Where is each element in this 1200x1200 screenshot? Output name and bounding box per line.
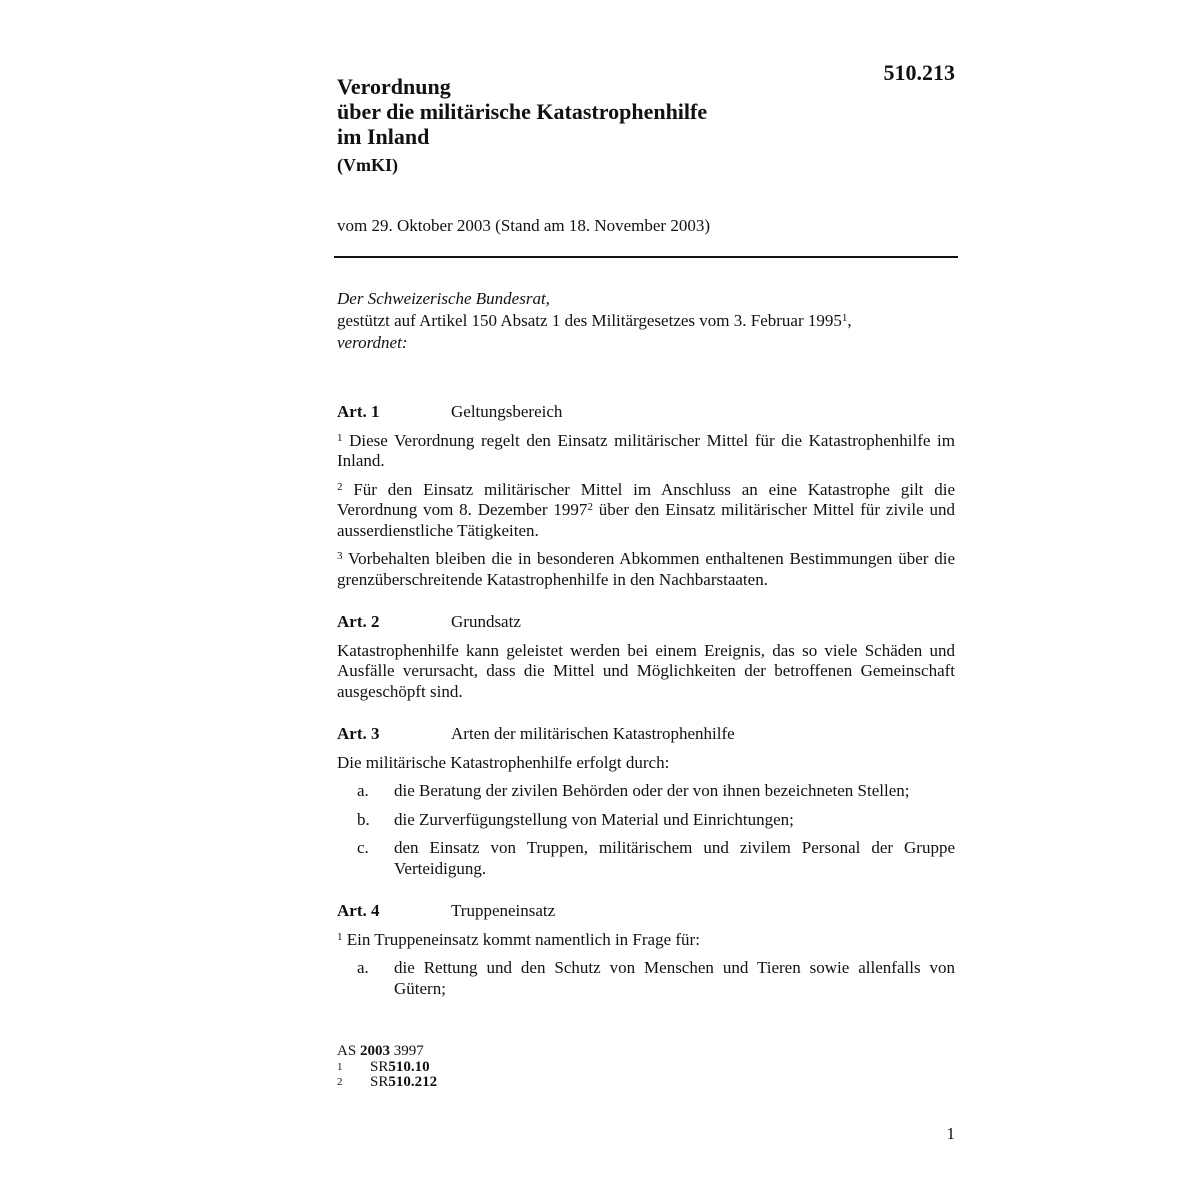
article-paragraph: $^1$ Diese Verordnung regelt den Einsatz militärischer Mittel für die Katastrophenhilfe im Inland. — [337, 430, 955, 470]
article-list — [337, 958, 955, 999]
articles — [337, 402, 955, 1021]
preamble-basis: gestützt auf Artikel 150 Absatz 1 des Militärgesetzes vom 3. Februar 1995$^1$, — [337, 311, 852, 330]
list-item: a. die Beratung der zivilen Behörden oder der von ihnen bezeichneten Stellen; — [357, 781, 910, 800]
document-title — [337, 74, 707, 149]
article-4 — [337, 901, 955, 999]
article-title: Truppeneinsatz — [451, 901, 556, 920]
footnote-ref[interactable]: 2 — [587, 501, 593, 513]
article-title: Geltungsbereich — [451, 402, 563, 421]
title-line: über die militärische Katastrophenhilfe — [337, 99, 708, 124]
article-number: Art. 4 — [337, 901, 380, 920]
header-divider — [334, 256, 958, 258]
article-title: Arten der militärischen Katastrophenhilfe — [451, 724, 735, 743]
article-number: Art. 3 — [337, 724, 380, 743]
article-heading — [337, 901, 955, 922]
as-reference: AS 2003 3997 — [337, 1043, 424, 1059]
document-page — [337, 0, 955, 1200]
footnotes — [337, 1043, 437, 1090]
article-heading — [337, 612, 955, 633]
title-abbreviation: (VmKI) — [337, 155, 398, 175]
article-2 — [337, 612, 955, 702]
article-list — [337, 781, 955, 879]
document-date: vom 29. Oktober 2003 (Stand am 18. November 2003) — [337, 216, 710, 235]
article-intro: Die militärische Katastrophenhilfe erfolgt durch: — [337, 752, 670, 772]
article-1 — [337, 402, 955, 590]
preamble — [337, 288, 852, 354]
article-intro: $^1$ Ein Truppeneinsatz kommt namentlich in Frage für: — [337, 929, 700, 949]
article-number: Art. 1 — [337, 402, 380, 421]
footnote: 1 SR 510.10 — [337, 1059, 430, 1075]
list-item: a. die Rettung und den Schutz von Menschen und Tieren sowie allenfalls von Gütern; — [357, 958, 955, 998]
sr-number: 510.213 — [883, 60, 955, 85]
article-3 — [337, 724, 955, 879]
sr-link[interactable]: 510.10 — [388, 1059, 430, 1075]
article-paragraph: $^3$ Vorbehalten bleiben die in besonderen Abkommen enthaltenen Bestimmungen über die grenzüberschreitende Katastrophenhilfe in den Nachbarstaaten. — [337, 549, 955, 589]
preamble-issuer: Der Schweizerische Bundesrat, — [337, 289, 550, 308]
article-number: Art. 2 — [337, 612, 380, 631]
title-line: Verordnung — [337, 74, 451, 99]
list-item: b. die Zurverfügungstellung von Material und Einrichtungen; — [357, 809, 794, 829]
page-number: 1 — [946, 1124, 955, 1143]
article-title: Grundsatz — [451, 612, 521, 631]
footnote-ref[interactable]: 1 — [841, 312, 848, 324]
article-heading — [337, 724, 955, 745]
title-line: im Inland — [337, 124, 430, 149]
article-paragraph: $^2$ Für den Einsatz militärischer Mittel im Anschluss an eine Katastrophe gilt die Verordnung vom 8. Dezember 1997$^2$ über den Einsatz militärischer Mittel für zivile und ausserdienstliche Tätigkeiten. — [337, 479, 955, 540]
article-paragraph: Katastrophenhilfe kann geleistet werden bei einem Ereignis, das so viele Schäden und Ausfälle verursacht, dass die Mittel und Möglichkeiten der betroffenen Gemeinschaft ausgeschöpft sind. — [337, 640, 955, 701]
list-item: c. den Einsatz von Truppen, militärischem und zivilem Personal der Gruppe Verteidigung. — [357, 838, 955, 878]
preamble-decree: verordnet: — [337, 333, 408, 352]
footnote: 2 SR 510.212 — [337, 1074, 438, 1090]
article-heading — [337, 402, 955, 423]
sr-link[interactable]: 510.212 — [388, 1074, 438, 1090]
